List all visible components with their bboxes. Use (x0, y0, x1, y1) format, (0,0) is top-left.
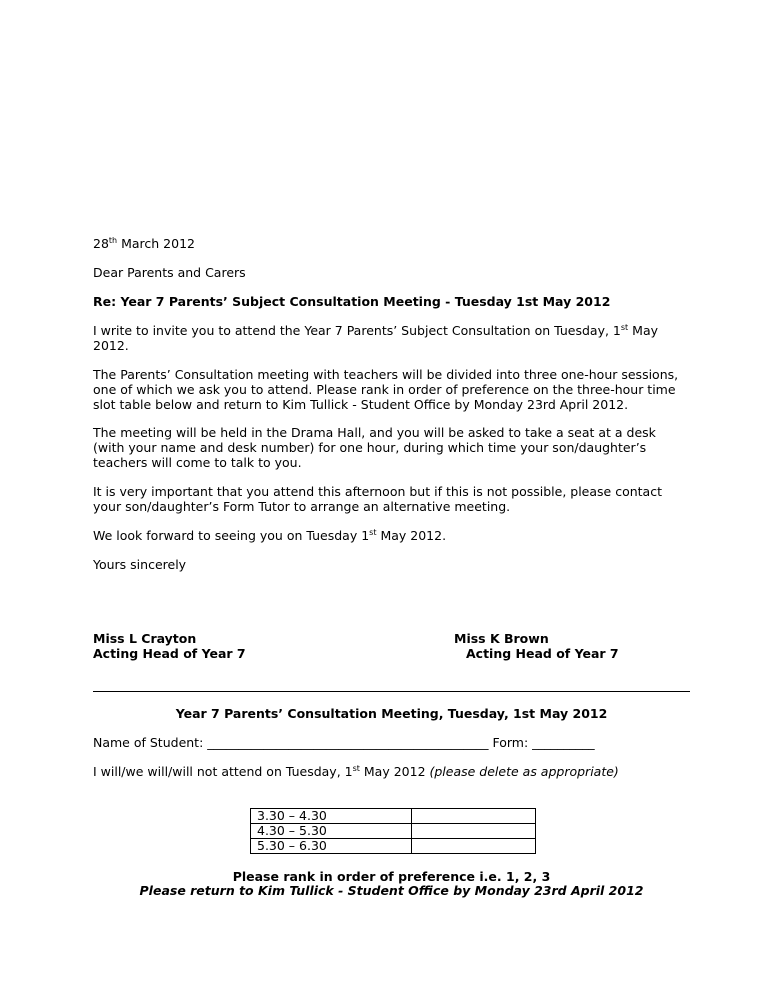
yours-sincerely: Yours sincerely (93, 557, 187, 572)
student-name-form-line: Name of Student: _____________________________________________ Form: __________ (93, 735, 595, 750)
letter-date: 28th March 2012 (93, 235, 195, 251)
paragraph-location: The meeting will be held in the Drama Hall, and you will be asked to take a seat at a desk (with your name and desk number) for one hour, during which time your son/daughter’s teachers will come to talk to you. (93, 425, 656, 470)
signatory-title: Acting Head of Year 7 (93, 646, 246, 661)
table-row (251, 809, 536, 824)
tear-off-divider (93, 691, 690, 692)
paragraph-sessions: The Parents’ Consultation meeting with teachers will be divided into three one-hour sessions, one of which we ask you to attend. Please rank in order of preference on the three-hour time slot table below and return to Kim Tullick - Student Office by Monday 23rd April 2012. (93, 367, 679, 412)
rank-cell[interactable] (412, 824, 536, 839)
rank-cell[interactable] (412, 809, 536, 824)
time-slot: 5.30 – 6.30 (251, 839, 412, 854)
paragraph-invitation: I write to invite you to attend the Year 7 Parents’ Subject Consultation on Tuesday, 1st May 2012. (93, 322, 659, 353)
signature-right (454, 631, 619, 661)
rank-instruction: Please rank in order of preference i.e. 1, 2, 3 (232, 869, 551, 884)
letter-subject: Re: Year 7 Parents’ Subject Consultation Meeting - Tuesday 1st May 2012 (93, 294, 611, 309)
return-instruction: Please return to Kim Tullick - Student Office by Monday 23rd April 2012 (139, 883, 644, 898)
signatory-title: Acting Head of Year 7 (466, 646, 619, 661)
time-slot: 4.30 – 5.30 (251, 824, 412, 839)
salutation: Dear Parents and Carers (93, 265, 246, 280)
paragraph-closing: We look forward to seeing you on Tuesday 1st May 2012. (93, 527, 447, 543)
table-row (251, 839, 536, 854)
attendance-line: I will/we will/will not attend on Tuesday, 1st May 2012 (please delete as appropriate) (93, 763, 619, 779)
signatory-name: Miss K Brown (454, 631, 549, 646)
slip-title: Year 7 Parents’ Consultation Meeting, Tuesday, 1st May 2012 (175, 706, 608, 721)
rank-cell[interactable] (412, 839, 536, 854)
table-row (251, 824, 536, 839)
signature-left (93, 631, 246, 661)
paragraph-alternative: It is very important that you attend this afternoon but if this is not possible, please contact your son/daughter’s Form Tutor to arrange an alternative meeting. (93, 484, 662, 514)
time-slot-table (250, 808, 536, 854)
time-slot: 3.30 – 4.30 (251, 809, 412, 824)
signatory-name: Miss L Crayton (93, 631, 197, 646)
